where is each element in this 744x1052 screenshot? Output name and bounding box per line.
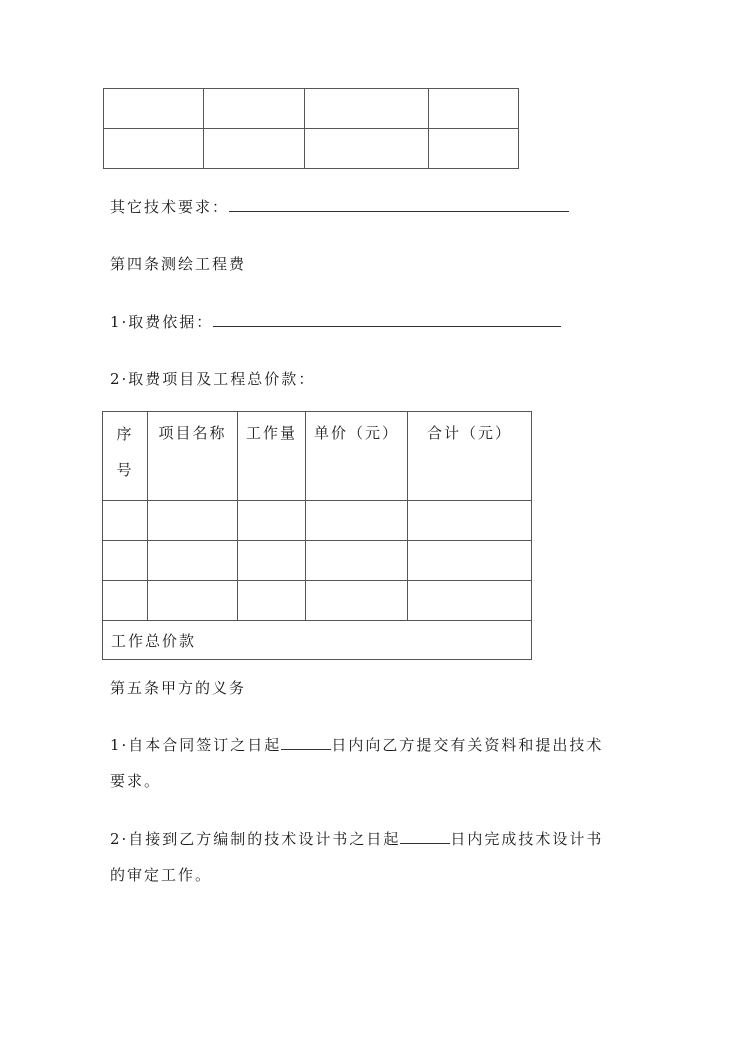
article5-item2-days-field[interactable] [400, 829, 450, 844]
other-requirements-label: 其它技术要求： [110, 198, 230, 216]
table-row [104, 89, 519, 129]
table-cell[interactable] [103, 501, 148, 541]
table-cell[interactable] [408, 581, 532, 621]
header-seq-line1: 序 [116, 425, 134, 443]
fee-items-label: 2·取费项目及工程总价款： [110, 370, 316, 388]
table-cell[interactable] [238, 501, 306, 541]
total-price-label: 工作总价款 [111, 631, 197, 650]
article5-item1-line2: 要求。 [110, 772, 162, 790]
table-cell[interactable] [204, 129, 305, 169]
article5-item1-prefix: 1·自本合同签订之日起 [110, 736, 282, 754]
article5-item1-suffix: 日内向乙方提交有关资料和提出技术 [331, 736, 604, 754]
table-cell[interactable] [238, 541, 306, 581]
fee-table-header [103, 412, 532, 501]
fee-basis-line [110, 311, 561, 332]
table-cell[interactable] [408, 501, 532, 541]
fee-table [102, 411, 532, 660]
article5-item1-days-field[interactable] [281, 735, 331, 750]
header-item-name: 项目名称 [148, 412, 238, 501]
other-requirements-field[interactable] [229, 197, 569, 212]
table-cell[interactable] [305, 129, 429, 169]
fee-basis-label: 1·取费依据： [110, 313, 214, 331]
article5-item1-line1 [110, 734, 603, 755]
table-cell[interactable] [103, 581, 148, 621]
header-seq-line2: 号 [116, 461, 134, 479]
top-table [103, 88, 519, 169]
table-cell[interactable] [306, 501, 408, 541]
header-unit-price: 单价（元） [306, 412, 408, 501]
table-cell[interactable] [103, 541, 148, 581]
other-requirements-line [110, 196, 569, 217]
table-cell[interactable] [306, 541, 408, 581]
article5-item2-line2: 的审定工作。 [110, 866, 213, 884]
table-cell[interactable] [429, 89, 519, 129]
table-cell[interactable] [429, 129, 519, 169]
fee-basis-field[interactable] [213, 312, 561, 327]
table-row [103, 581, 532, 621]
table-cell[interactable] [305, 89, 429, 129]
total-row [103, 621, 532, 660]
article5-title: 第五条甲方的义务 [110, 679, 247, 697]
table-cell[interactable] [408, 541, 532, 581]
table-cell[interactable] [306, 581, 408, 621]
total-price-cell[interactable] [103, 621, 532, 660]
header-workload: 工作量 [238, 412, 306, 501]
table-cell[interactable] [148, 541, 238, 581]
header-total: 合计（元） [408, 412, 532, 501]
table-cell[interactable] [148, 581, 238, 621]
table-cell[interactable] [104, 89, 204, 129]
table-cell[interactable] [148, 501, 238, 541]
article5-item2-line1 [110, 828, 603, 849]
header-seq [103, 412, 148, 501]
table-cell[interactable] [104, 129, 204, 169]
table-cell[interactable] [204, 89, 305, 129]
article4-title: 第四条测绘工程费 [110, 255, 247, 273]
table-row [103, 541, 532, 581]
article5-item2-suffix: 日内完成技术设计书 [450, 830, 604, 848]
table-cell[interactable] [238, 581, 306, 621]
article5-item2-prefix: 2·自接到乙方编制的技术设计书之日起 [110, 830, 401, 848]
table-row [104, 129, 519, 169]
table-row [103, 501, 532, 541]
